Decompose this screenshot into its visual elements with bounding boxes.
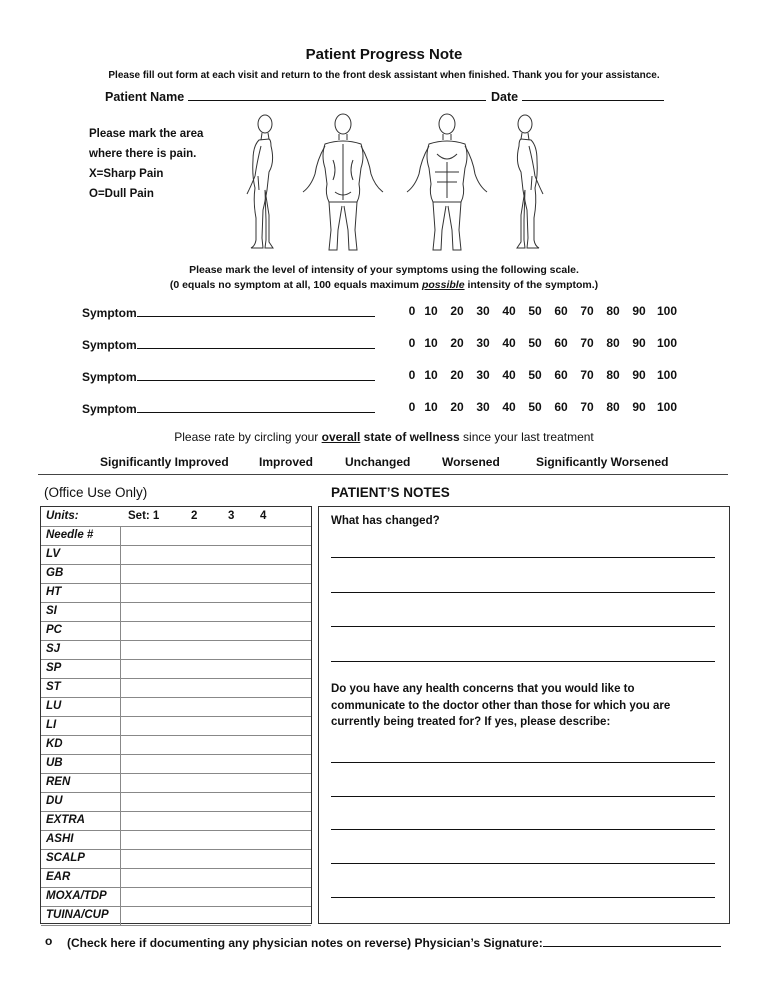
office-row-cell[interactable] xyxy=(120,659,312,678)
scale-instructions xyxy=(0,263,768,293)
office-row-label: EXTRA xyxy=(46,814,85,826)
office-row-cell[interactable] xyxy=(120,716,312,735)
symptom-label: Symptom xyxy=(82,402,137,416)
scale-instr-line-1: Please mark the level of intensity of your symptoms using the following scale. xyxy=(189,264,579,276)
office-row-label: DU xyxy=(46,795,63,807)
office-row-cell[interactable] xyxy=(120,545,312,564)
office-use-table xyxy=(40,506,312,924)
hc-line-2: communicate to the doctor other than those for which you are xyxy=(331,699,671,712)
scale-value[interactable]: 0 xyxy=(408,368,416,382)
symptom-row-1[interactable] xyxy=(82,304,375,320)
office-row xyxy=(41,849,311,869)
changed-line-3[interactable] xyxy=(331,626,715,627)
symptom-line[interactable] xyxy=(137,368,375,381)
pain-line-1: Please mark the area xyxy=(89,128,204,140)
rating-text-a: Please rate by circling your xyxy=(174,430,322,444)
office-row-label: REN xyxy=(46,776,71,788)
rating-overall: overall xyxy=(321,430,361,444)
physician-footer xyxy=(67,934,721,950)
intensity-scale-4 xyxy=(406,400,682,414)
scale-value[interactable]: 40 xyxy=(502,336,516,350)
scale-value[interactable]: 10 xyxy=(424,304,438,318)
scale-value[interactable]: 20 xyxy=(450,336,464,350)
pain-line-2: where there is pain. xyxy=(89,148,197,160)
scale-value[interactable]: 100 xyxy=(656,304,678,318)
scale-value[interactable]: 50 xyxy=(528,400,542,414)
body-diagram[interactable] xyxy=(225,110,565,255)
what-changed-question: What has changed? xyxy=(331,515,440,527)
scale-value[interactable]: 30 xyxy=(476,368,490,382)
office-row-label: Needle # xyxy=(46,529,94,541)
office-row-cell[interactable] xyxy=(120,887,312,906)
scale-value[interactable]: 60 xyxy=(554,368,568,382)
concerns-line-4[interactable] xyxy=(331,863,715,864)
patient-notes-title: PATIENT’S NOTES xyxy=(331,485,450,500)
office-row xyxy=(41,697,311,717)
scale-value[interactable]: 80 xyxy=(606,336,620,350)
intensity-scale-2 xyxy=(406,336,682,350)
scale-value[interactable]: 10 xyxy=(424,400,438,414)
reverse-notes-checkbox[interactable]: o xyxy=(45,934,53,948)
scale-value[interactable]: 80 xyxy=(606,304,620,318)
office-row-label: HT xyxy=(46,586,62,598)
office-row-cell[interactable] xyxy=(120,735,312,754)
set-2: 2 xyxy=(191,510,198,522)
office-row xyxy=(41,564,311,584)
office-row-cell[interactable] xyxy=(120,526,312,545)
symptom-label: Symptom xyxy=(82,306,137,320)
office-row xyxy=(41,545,311,565)
scale-value[interactable]: 20 xyxy=(450,304,464,318)
rating-option-worsened[interactable]: Worsened xyxy=(442,455,500,469)
concerns-line-5[interactable] xyxy=(331,897,715,898)
office-row xyxy=(41,811,311,831)
scale-value[interactable]: 80 xyxy=(606,400,620,414)
symptom-row-3[interactable] xyxy=(82,368,375,384)
office-row xyxy=(41,621,311,641)
office-row-label: PC xyxy=(46,624,62,636)
office-row xyxy=(41,640,311,660)
office-row-label: GB xyxy=(46,567,64,579)
office-row-label: SI xyxy=(46,605,57,617)
body-figure-side-right[interactable] xyxy=(517,115,543,248)
office-row-cell[interactable] xyxy=(120,697,312,716)
office-row-label: MOXA/TDP xyxy=(46,890,107,902)
office-row-label: SCALP xyxy=(46,852,85,864)
symptom-row-4[interactable] xyxy=(82,400,375,416)
symptom-line[interactable] xyxy=(137,400,375,413)
pain-line-3: X=Sharp Pain xyxy=(89,168,164,180)
office-row xyxy=(41,830,311,850)
office-row-label: ASHI xyxy=(46,833,74,845)
office-row-label: LI xyxy=(46,719,57,731)
health-concerns-question xyxy=(331,681,670,731)
symptom-label: Symptom xyxy=(82,370,137,384)
units-label: Units: xyxy=(46,510,79,522)
office-row-cell[interactable] xyxy=(120,621,312,640)
office-row xyxy=(41,716,311,736)
office-row-cell[interactable] xyxy=(120,564,312,583)
rating-option-significantly-worsened[interactable]: Significantly Worsened xyxy=(536,455,669,469)
rating-text-d: since your last treatment xyxy=(459,430,594,444)
scale-value[interactable]: 60 xyxy=(554,336,568,350)
body-figure-side-left[interactable] xyxy=(247,115,273,248)
scale-value[interactable]: 10 xyxy=(424,368,438,382)
office-row-cell[interactable] xyxy=(120,583,312,602)
scale-instr-possible: possible xyxy=(421,279,465,291)
scale-value[interactable]: 0 xyxy=(408,400,416,414)
office-row-label: KD xyxy=(46,738,63,750)
scale-value[interactable]: 40 xyxy=(502,368,516,382)
office-row-cell[interactable] xyxy=(120,868,312,887)
scale-value[interactable]: 70 xyxy=(580,336,594,350)
symptom-label: Symptom xyxy=(82,338,137,352)
scale-value[interactable]: 100 xyxy=(656,368,678,382)
concerns-line-1[interactable] xyxy=(331,762,715,763)
scale-value[interactable]: 20 xyxy=(450,368,464,382)
wellness-rating-instruction xyxy=(0,430,768,444)
office-row xyxy=(41,602,311,622)
office-row-label: TUINA/CUP xyxy=(46,909,109,921)
office-row xyxy=(41,773,311,793)
rating-option-significantly-improved[interactable]: Significantly Improved xyxy=(100,455,229,469)
office-row-cell[interactable] xyxy=(120,773,312,792)
scale-value[interactable]: 90 xyxy=(632,368,646,382)
reverse-notes-text: (Check here if documenting any physician notes on reverse) xyxy=(67,936,412,950)
hc-line-1: Do you have any health concerns that you would like to xyxy=(331,683,635,695)
scale-value[interactable]: 20 xyxy=(450,400,464,414)
set-4: 4 xyxy=(260,510,267,522)
intensity-scale-3 xyxy=(406,368,682,382)
office-row-label: ST xyxy=(46,681,61,693)
scale-value[interactable]: 30 xyxy=(476,304,490,318)
office-row xyxy=(41,659,311,679)
scale-value[interactable]: 90 xyxy=(632,336,646,350)
hc-line-3: currently being treated for? If yes, please describe: xyxy=(331,716,611,728)
scale-value[interactable]: 90 xyxy=(632,304,646,318)
scale-value[interactable]: 0 xyxy=(408,336,416,350)
office-row xyxy=(41,887,311,907)
date-field[interactable] xyxy=(491,88,664,104)
scale-instr-text-c: intensity of the symptom.) xyxy=(464,279,599,291)
office-row-cell[interactable] xyxy=(120,602,312,621)
scale-value[interactable]: 80 xyxy=(606,368,620,382)
scale-value[interactable]: 100 xyxy=(656,400,678,414)
scale-value[interactable]: 0 xyxy=(408,304,416,318)
scale-instr-line-2 xyxy=(0,278,768,293)
concerns-line-2[interactable] xyxy=(331,796,715,797)
page-title: Patient Progress Note xyxy=(305,46,463,63)
instructions: Please fill out form at each visit and return to the front desk assistant when finished. Thank you for your assistance. xyxy=(108,70,660,81)
date-label: Date xyxy=(491,90,519,104)
office-row-cell[interactable] xyxy=(120,678,312,697)
scale-value[interactable]: 50 xyxy=(528,304,542,318)
office-row-label: SP xyxy=(46,662,62,674)
office-row-label: LV xyxy=(46,548,61,560)
office-use-title: (Office Use Only) xyxy=(44,485,148,500)
scale-value[interactable]: 40 xyxy=(502,400,516,414)
set-label: Set: 1 xyxy=(128,510,160,522)
scale-value[interactable]: 60 xyxy=(554,400,568,414)
scale-value[interactable]: 90 xyxy=(632,400,646,414)
body-figure-back[interactable] xyxy=(303,114,383,250)
scale-value[interactable]: 40 xyxy=(502,304,516,318)
symptom-line[interactable] xyxy=(137,304,375,317)
office-row-label: EAR xyxy=(46,871,71,883)
office-row-cell[interactable] xyxy=(120,640,312,659)
scale-value[interactable]: 10 xyxy=(424,336,438,350)
office-row xyxy=(41,792,311,812)
office-row xyxy=(41,906,311,926)
office-row-cell[interactable] xyxy=(120,849,312,868)
section-divider xyxy=(38,474,728,475)
patient-name-label: Patient Name xyxy=(105,90,185,104)
patient-name-field[interactable] xyxy=(105,88,486,104)
pain-instructions xyxy=(89,124,203,204)
intensity-scale-1 xyxy=(406,304,682,318)
rating-option-unchanged[interactable]: Unchanged xyxy=(345,455,411,469)
office-row xyxy=(41,526,311,546)
office-units-row xyxy=(41,507,311,527)
symptom-row-2[interactable] xyxy=(82,336,375,352)
scale-value[interactable]: 70 xyxy=(580,304,594,318)
patient-name-line[interactable] xyxy=(188,88,486,101)
date-line[interactable] xyxy=(522,88,664,101)
symptom-line[interactable] xyxy=(137,336,375,349)
office-row xyxy=(41,678,311,698)
office-row xyxy=(41,583,311,603)
rating-state: state of wellness xyxy=(360,430,460,444)
scale-value[interactable]: 100 xyxy=(656,336,678,350)
office-row xyxy=(41,868,311,888)
rating-option-improved[interactable]: Improved xyxy=(259,455,314,469)
body-figure-front[interactable] xyxy=(407,114,487,250)
office-row-label: SJ xyxy=(46,643,61,655)
office-row-cell[interactable] xyxy=(120,792,312,811)
pain-line-4: O=Dull Pain xyxy=(89,188,154,200)
scale-value[interactable]: 70 xyxy=(580,400,594,414)
office-row-cell[interactable] xyxy=(120,830,312,849)
office-row-label: UB xyxy=(46,757,63,769)
changed-line-1[interactable] xyxy=(331,557,715,558)
office-row-cell[interactable] xyxy=(120,906,312,925)
scale-value[interactable]: 30 xyxy=(476,400,490,414)
scale-value[interactable]: 50 xyxy=(528,336,542,350)
signature-label: Physician’s Signature: xyxy=(414,936,543,950)
office-row-cell[interactable] xyxy=(120,811,312,830)
scale-instr-text-a: (0 equals no symptom at all, 100 equals maximum xyxy=(169,279,422,291)
office-row xyxy=(41,754,311,774)
changed-line-2[interactable] xyxy=(331,592,715,593)
scale-value[interactable]: 30 xyxy=(476,336,490,350)
scale-value[interactable]: 70 xyxy=(580,368,594,382)
scale-value[interactable]: 60 xyxy=(554,304,568,318)
scale-value[interactable]: 50 xyxy=(528,368,542,382)
office-row-cell[interactable] xyxy=(120,754,312,773)
signature-line[interactable] xyxy=(543,934,721,947)
office-row-label: LU xyxy=(46,700,62,712)
concerns-line-3[interactable] xyxy=(331,829,715,830)
changed-line-4[interactable] xyxy=(331,661,715,662)
office-row xyxy=(41,735,311,755)
set-3: 3 xyxy=(228,510,235,522)
